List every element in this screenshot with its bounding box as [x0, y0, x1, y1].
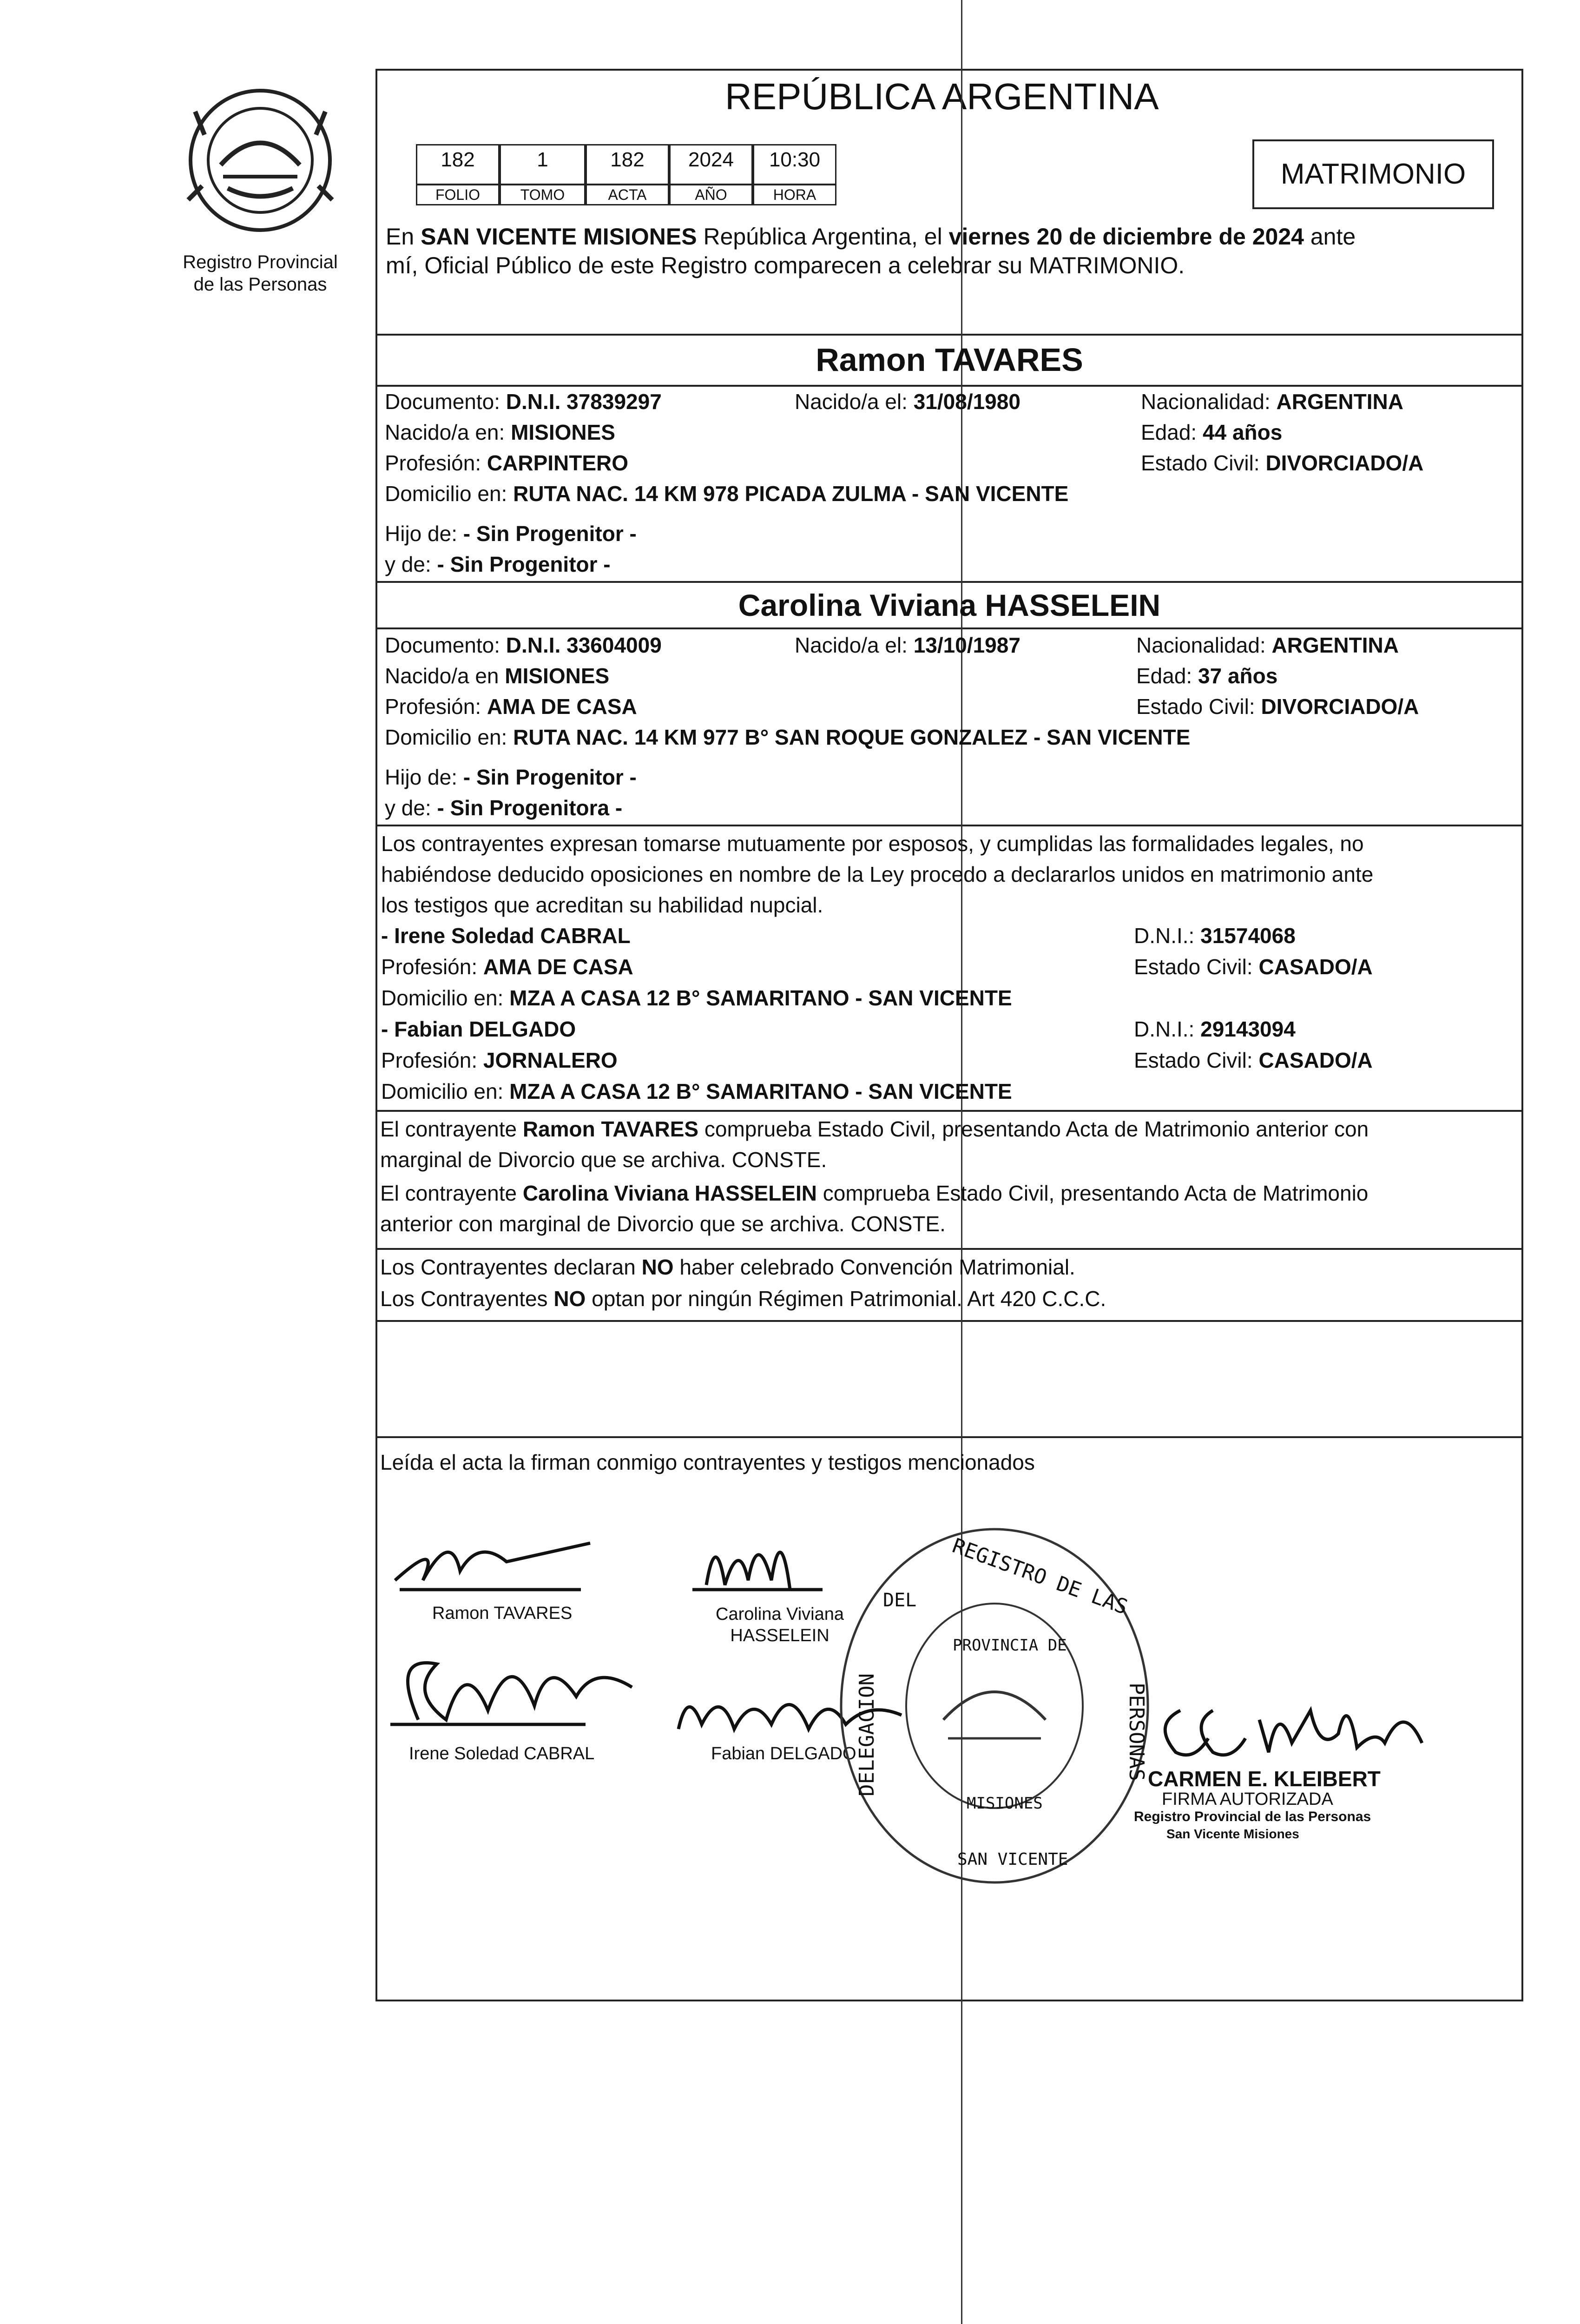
groom-nationality: Nacionalidad: ARGENTINA — [1141, 390, 1403, 414]
groom-profession: Profesión: CARPINTERO — [385, 451, 629, 475]
declaration-text — [381, 828, 1520, 920]
sig-caption-fabian: Fabian DELGADO — [711, 1744, 856, 1763]
province-logo — [177, 84, 344, 242]
groom-name: Ramon TAVARES — [816, 342, 1083, 378]
bride-civil-status: Estado Civil: DIVORCIADO/A — [1136, 694, 1419, 719]
intro-p1: En — [386, 224, 421, 250]
bride-document: Documento: D.N.I. 33604009 — [385, 633, 662, 657]
bride-birthplace: Nacido/a en MISIONES — [385, 664, 610, 688]
intro-line-2: mí, Oficial Público de este Registro comparecen a celebrar su MATRIMONIO. — [386, 252, 1185, 278]
stamp-inner-bottom: MISIONES — [967, 1794, 1043, 1813]
page-title: REPÚBLICA ARGENTINA — [725, 76, 1159, 117]
intro-p3: ante — [1304, 224, 1356, 250]
witness-name: - Irene Soledad CABRAL — [381, 924, 631, 948]
groom-document: Documento: D.N.I. 37839297 — [385, 390, 662, 414]
note-line: anterior con marginal de Divorcio que se archiva. CONSTE. — [380, 1212, 946, 1236]
closing-text: Leída el acta la firman conmigo contrayentes y testigos mencionados — [380, 1450, 1035, 1474]
logo-caption-line1: Registro Provincial — [183, 252, 338, 272]
signature-carolina — [688, 1511, 827, 1604]
bride-profession: Profesión: AMA DE CASA — [385, 694, 637, 719]
note-line: El contrayente Ramon TAVARES comprueba Estado Civil, presentando Acta de Matrimonio anterior con — [380, 1117, 1369, 1141]
intro-place: SAN VICENTE MISIONES — [421, 224, 697, 250]
witness-profession: Profesión: AMA DE CASA — [381, 955, 633, 979]
witness-address: Domicilio en: MZA A CASA 12 B° SAMARITANO - SAN VICENTE — [381, 1079, 1012, 1103]
logo-caption-line2: de las Personas — [193, 274, 327, 295]
regime-line: Los Contrayentes declaran NO haber celebrado Convención Matrimonial. — [380, 1255, 1075, 1279]
groom-father: Hijo de: - Sin Progenitor - — [385, 522, 637, 546]
folio-value: 182 — [416, 144, 500, 185]
witness-address: Domicilio en: MZA A CASA 12 B° SAMARITANO - SAN VICENTE — [381, 986, 1012, 1010]
witness-dni: D.N.I.: 29143094 — [1134, 1017, 1296, 1041]
record-type-box: MATRIMONIO — [1252, 139, 1494, 209]
separator — [375, 1320, 1523, 1322]
separator — [375, 581, 1523, 583]
intro-line-1 — [386, 222, 1520, 251]
groom-age: Edad: 44 años — [1141, 420, 1283, 444]
hora-value: 10:30 — [753, 144, 836, 185]
note-line: El contrayente Carolina Viviana HASSELEIN comprueba Estado Civil, presentando Acta de Matrimonio — [380, 1181, 1369, 1205]
stamp-right-text: PERSONAS — [1125, 1683, 1148, 1781]
groom-mother: y de: - Sin Progenitor - — [385, 552, 611, 576]
sig-caption-carolina: Carolina Viviana HASSELEIN — [716, 1604, 844, 1645]
bride-mother: y de: - Sin Progenitora - — [385, 796, 623, 820]
anio-label: AÑO — [669, 184, 753, 205]
stamp-left-small: DEL — [883, 1590, 917, 1611]
bride-address: Domicilio en: RUTA NAC. 14 KM 977 B° SAN ROQUE GONZALEZ - SAN VICENTE — [385, 725, 1191, 749]
intro-p2: República Argentina, el — [697, 224, 949, 250]
groom-birthplace: Nacido/a en: MISIONES — [385, 420, 615, 444]
official-office: Registro Provincial de las Personas — [1134, 1809, 1371, 1824]
witness-profession: Profesión: JORNALERO — [381, 1048, 618, 1072]
groom-civil-status: Estado Civil: DIVORCIADO/A — [1141, 451, 1424, 475]
groom-birthdate: Nacido/a el: 31/08/1980 — [795, 390, 1020, 414]
witness-civil-status: Estado Civil: CASADO/A — [1134, 1048, 1373, 1072]
intro-text — [386, 222, 1520, 280]
separator — [375, 385, 1523, 387]
bride-father: Hijo de: - Sin Progenitor - — [385, 765, 637, 789]
stamp-left-text: DELEGACION — [855, 1673, 879, 1796]
witness-dni: D.N.I.: 31574068 — [1134, 924, 1296, 948]
signature-irene — [381, 1627, 641, 1729]
groom-address: Domicilio en: RUTA NAC. 14 KM 978 PICADA ZULMA - SAN VICENTE — [385, 482, 1069, 506]
declaration-line: habiéndose deducido oposiciones en nombre de la Ley procedo a declararlos unidos en matrimonio ante — [381, 862, 1374, 886]
separator — [375, 334, 1523, 336]
intro-date: viernes 20 de diciembre de 2024 — [948, 224, 1304, 250]
separator — [375, 627, 1523, 629]
logo-caption — [153, 251, 367, 296]
hora-label: HORA — [753, 184, 836, 205]
acta-label: ACTA — [586, 184, 669, 205]
regime-text — [380, 1251, 1106, 1314]
witness-civil-status: Estado Civil: CASADO/A — [1134, 955, 1373, 979]
official-signature — [1143, 1673, 1445, 1766]
sig-caption-irene: Irene Soledad CABRAL — [409, 1744, 595, 1763]
signature-ramon — [386, 1511, 599, 1604]
sig-caption-ramon: Ramon TAVARES — [432, 1604, 573, 1623]
witness-name: - Fabian DELGADO — [381, 1017, 576, 1041]
bride-birthdate: Nacido/a el: 13/10/1987 — [795, 633, 1020, 657]
folio-label: FOLIO — [416, 184, 500, 205]
stamp-bottom-text: SAN VICENTE — [957, 1850, 1068, 1869]
regime-line: Los Contrayentes NO optan por ningún Régimen Patrimonial. Art 420 C.C.C. — [380, 1287, 1106, 1311]
tomo-label: TOMO — [500, 184, 586, 205]
declaration-line: Los contrayentes expresan tomarse mutuamente por esposos, y cumplidas las formalidades legales, no — [381, 832, 1364, 856]
civil-status-notes — [380, 1114, 1521, 1239]
separator — [375, 1248, 1523, 1250]
declaration-line: los testigos que acreditan su habilidad nupcial. — [381, 893, 823, 917]
bride-name: Carolina Viviana HASSELEIN — [738, 588, 1161, 622]
registry-stamp — [836, 1525, 1152, 1887]
anio-value: 2024 — [669, 144, 753, 185]
acta-value: 182 — [586, 144, 669, 185]
stamp-inner-top: PROVINCIA DE — [953, 1636, 1067, 1655]
official-title: FIRMA AUTORIZADA — [1162, 1789, 1333, 1809]
separator — [375, 1110, 1523, 1112]
official-location: San Vicente Misiones — [1166, 1827, 1299, 1841]
bride-age: Edad: 37 años — [1136, 664, 1278, 688]
note-line: marginal de Divorcio que se archiva. CONSTE. — [380, 1148, 827, 1172]
separator — [375, 825, 1523, 826]
bride-nationality: Nacionalidad: ARGENTINA — [1136, 633, 1399, 657]
official-name: CARMEN E. KLEIBERT — [1148, 1767, 1381, 1791]
stamp-top-text: REGISTRO DE LAS — [949, 1534, 1131, 1619]
tomo-value: 1 — [500, 144, 586, 185]
separator — [375, 1436, 1523, 1438]
